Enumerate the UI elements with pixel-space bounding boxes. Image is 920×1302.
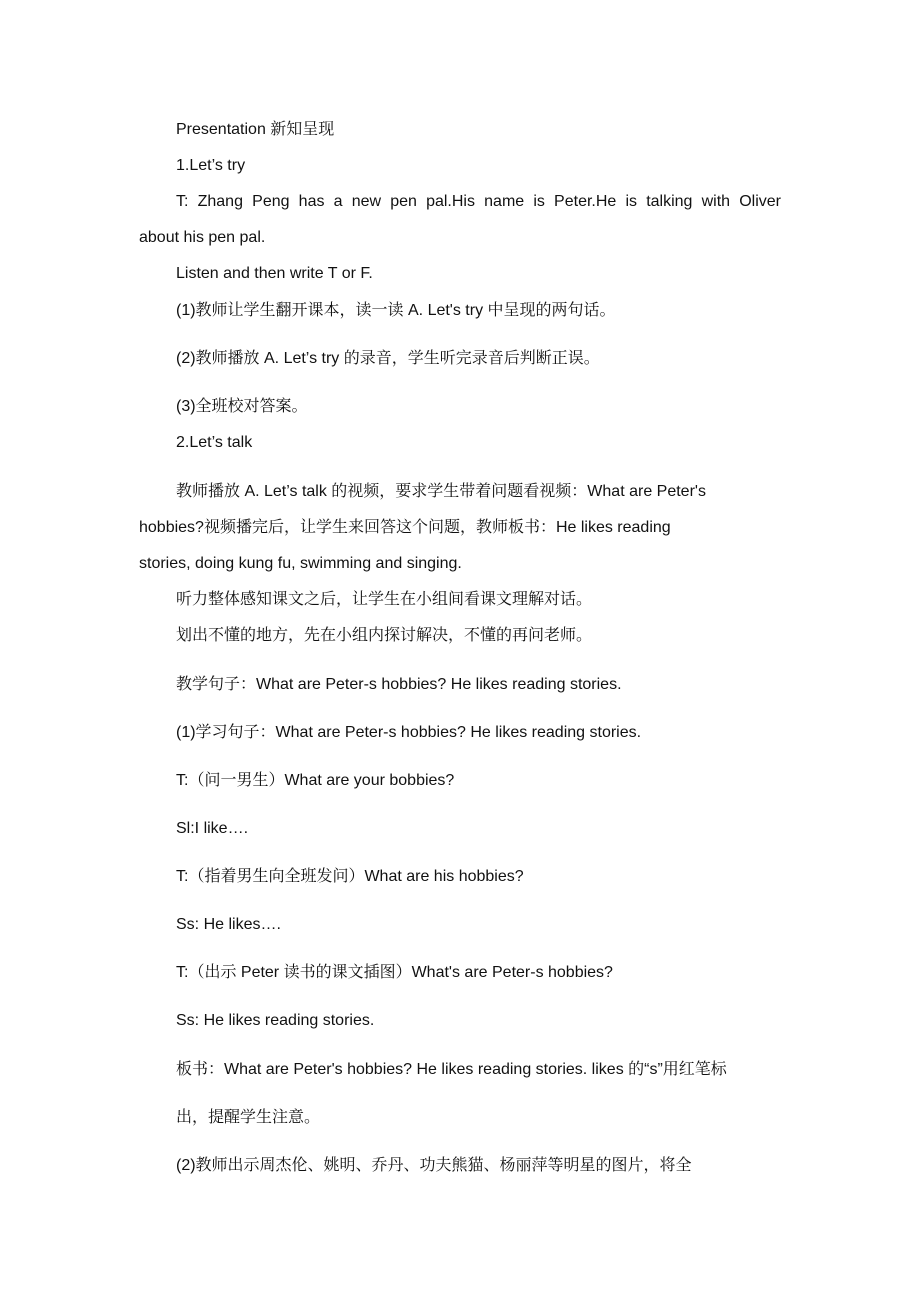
paragraph-line: (1)学习句子：What are Peter-s hobbies? He likes reading stories. — [176, 724, 642, 741]
dialogue-line: T:（指着男生向全班发问）What are his hobbies? — [176, 868, 524, 885]
dialogue-line: T:（问一男生）What are your bobbies? — [176, 772, 455, 789]
paragraph-line: stories, doing kung fu, swimming and singing. — [139, 555, 462, 572]
dialogue-line: Sl:I like…. — [176, 820, 249, 837]
paragraph-line: 出，提醒学生注意。 — [176, 1109, 321, 1126]
paragraph-line: about his pen pal. — [139, 229, 266, 246]
paragraph-line: (3)全班校对答案。 — [176, 398, 308, 415]
paragraph-line: 教学句子：What are Peter-s hobbies? He likes reading stories. — [176, 676, 622, 693]
paragraph-line: 听力整体感知课文之后，让学生在小组间看课文理解对话。 — [176, 591, 593, 608]
dialogue-line: T:（出示 Peter 读书的课文插图）What's are Peter-s hobbies? — [176, 964, 613, 981]
paragraph-line: (2)教师出示周杰伦、姚明、乔丹、功夫熊猫、杨丽萍等明星的图片，将全 — [176, 1157, 692, 1174]
paragraph-line: 划出不懂的地方，先在小组内探讨解决，不懂的再问老师。 — [176, 627, 593, 644]
subheading: 2.Let’s talk — [176, 434, 253, 451]
paragraph-line: (1)教师让学生翻开课本，读一读 A. Let's try 中呈现的两句话。 — [176, 302, 616, 319]
dialogue-line: Ss: He likes…. — [176, 916, 281, 933]
paragraph-line: Listen and then write T or F. — [176, 265, 373, 282]
paragraph-line: (2)教师播放 A. Let’s try 的录音，学生听完录音后判断正误。 — [176, 350, 600, 367]
paragraph-line: 板书：What are Peter's hobbies? He likes reading stories. likes 的“s”用红笔标 — [176, 1061, 727, 1078]
paragraph-line: 教师播放 A. Let’s talk 的视频，要求学生带着问题看视频：What are Peter's — [176, 483, 706, 500]
dialogue-line: Ss: He likes reading stories. — [176, 1012, 375, 1029]
paragraph-line: T: Zhang Peng has a new pen pal.His name is Peter.He is talking with Oliver — [176, 193, 781, 210]
paragraph-line: hobbies?视频播完后，让学生来回答这个问题，教师板书：He likes reading — [139, 519, 671, 536]
subheading: 1.Let’s try — [176, 157, 246, 174]
section-heading: Presentation 新知呈现 — [176, 121, 335, 138]
